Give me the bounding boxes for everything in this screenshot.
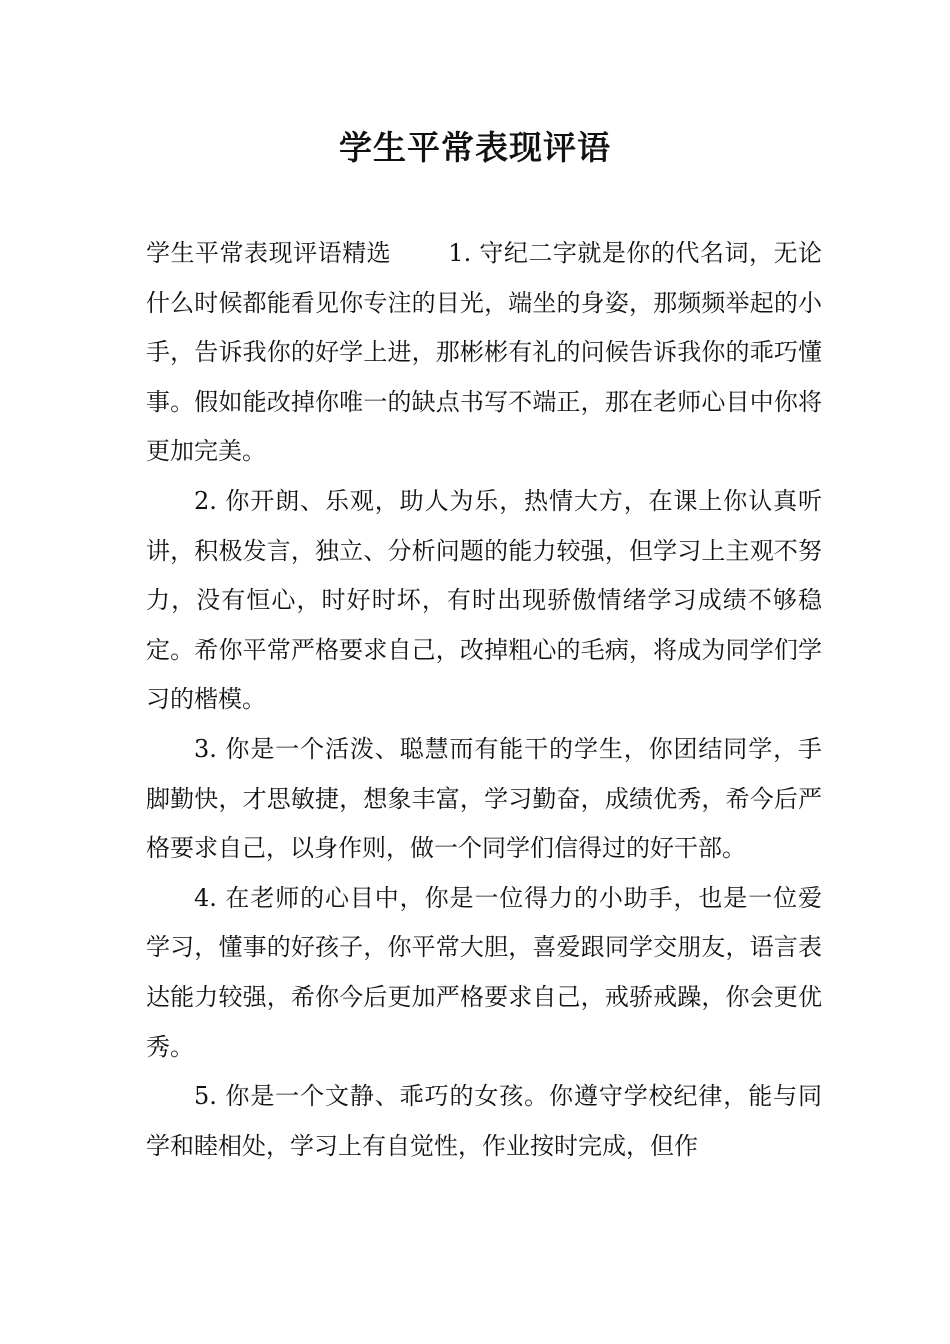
paragraph-5: 5. 你是一个文静、乖巧的女孩。你遵守学校纪律，能与同学和睦相处，学习上有自觉性，作业按时完成，但作	[146, 1082, 822, 1160]
paragraph-3: 3. 你是一个活泼、聪慧而有能干的学生，你团结同学，手脚勤快，才思敏捷，想象丰富，学习勤奋，成绩优秀，希今后严格要求自己，以身作则，做一个同学们信得过的好干部。	[146, 734, 822, 863]
paragraph-4: 4. 在老师的心目中，你是一位得力的小助手，也是一位爱学习，懂事的好孩子，你平常大胆，喜爱跟同学交朋友，语言表达能力较强，希你今后更加严格要求自己，戒骄戒躁，你会更优秀。	[146, 883, 822, 1061]
document-title: 学生平常表现评语	[339, 128, 611, 167]
paragraph-2: 2. 你开朗、乐观，助人为乐，热情大方，在课上你认真听讲，积极发言，独立、分析问题的能力较强，但学习上主观不努力，没有恒心，时好时坏，有时出现骄傲情绪学习成绩不够稳定。希你平常严格要求自己，改掉粗心的毛病，将成为同学们学习的楷模。	[146, 486, 822, 714]
paragraph-1: 学生平常表现评语精选 1. 守纪二字就是你的代名词，无论什么时候都能看见你专注的目光，端坐的身姿，那频频举起的小手，告诉我你的好学上进，那彬彬有礼的问候告诉我你的乖巧懂事。假如能改掉你唯一的缺点书写不端正，那在老师心目中你将更加完美。	[146, 239, 822, 466]
document-body	[146, 229, 822, 1171]
